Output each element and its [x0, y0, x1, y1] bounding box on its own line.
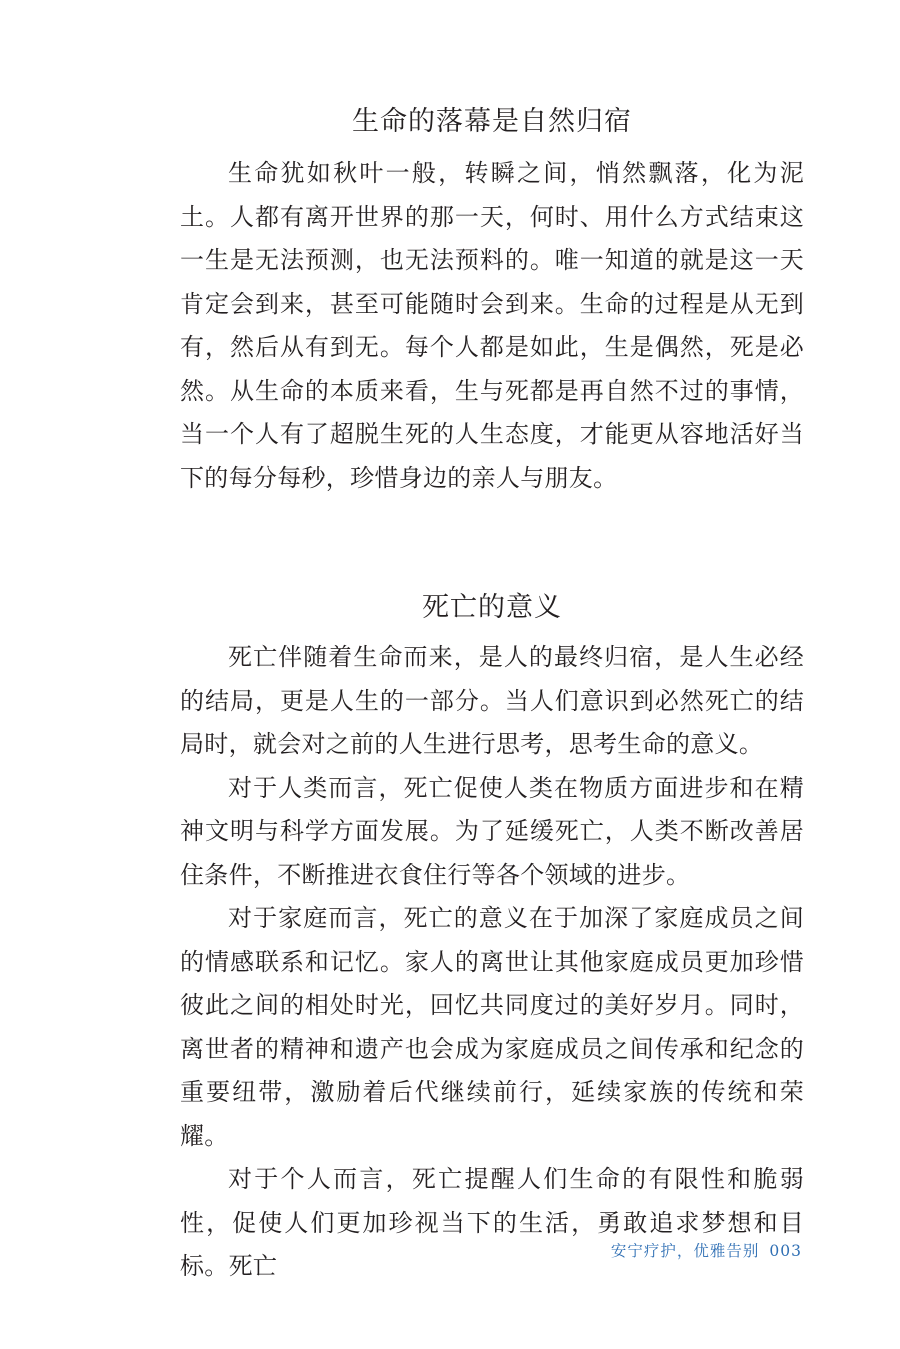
section-natural-end — [180, 102, 804, 500]
paragraph: 对于人类而言，死亡促使人类在物质方面进步和在精神文明与科学方面发展。为了延缓死亡，人类不断改善居住条件，不断推进衣食住行等各个领域的进步。 — [180, 773, 804, 889]
page-footer — [611, 1239, 802, 1261]
paragraph: 生命犹如秋叶一般，转瞬之间，悄然飘落，化为泥土。人都有离开世界的那一天，何时、用什么方式结束这一生是无法预测，也无法预料的。唯一知道的就是这一天肯定会到来，甚至可能随时会到来。生命的过程是从无到有，然后从有到无。每个人都是如此，生是偶然，死是必然。从生命的本质来看，生与死都是再自然不过的事情，当一个人有了超脱生死的人生态度，才能更从容地活好当下的每分每秒，珍惜身边的亲人与朋友。 — [180, 159, 804, 492]
paragraph: 死亡伴随着生命而来，是人的最终归宿，是人生必经的结局，更是人生的一部分。当人们意识到必然死亡的结局时，就会对之前的人生进行思考，思考生命的意义。 — [180, 643, 804, 758]
running-title: 安宁疗护，优雅告别 — [610, 1242, 760, 1260]
page-number: 003 — [769, 1242, 802, 1260]
paragraph: 对于家庭而言，死亡的意义在于加深了家庭成员之间的情感联系和记忆。家人的离世让其他家庭成员更加珍惜彼此之间的相处时光，回忆共同度过的美好岁月。同时，离世者的精神和遗产也会成为家庭成员之间传承和纪念的重要纽带，激励着后代继续前行，延续家族的传统和荣耀。 — [180, 904, 804, 1150]
section-meaning-of-death — [180, 588, 804, 1289]
section-title: 生命的落幕是自然归宿 — [352, 106, 632, 137]
page-body — [180, 100, 804, 1289]
paragraph: 对于个人而言，死亡提醒人们生命的有限性和脆弱性，促使人们更加珍视当下的生活，勇敢追求梦想和目标。死亡 — [180, 1165, 804, 1280]
section-title: 死亡的意义 — [422, 592, 562, 623]
